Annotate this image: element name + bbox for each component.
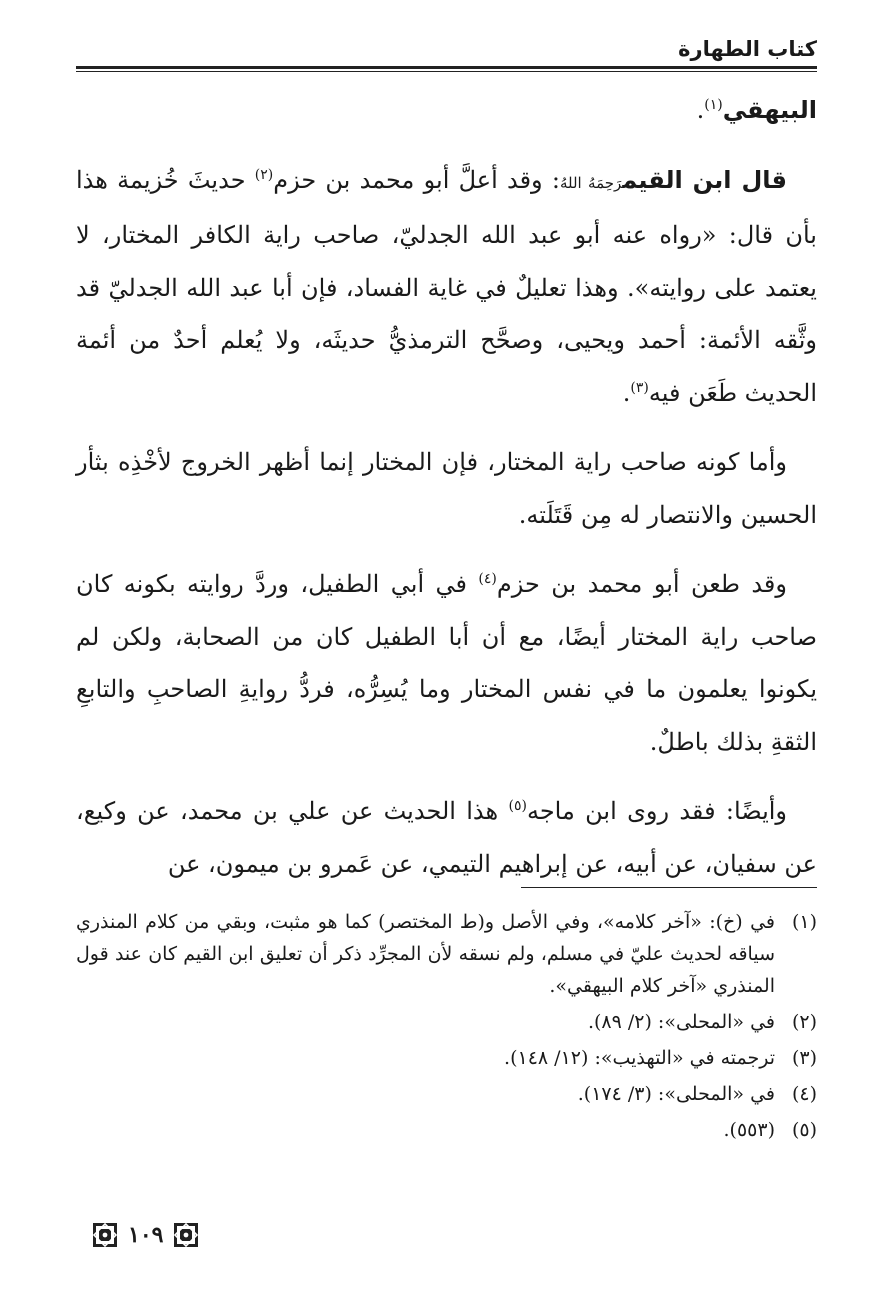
paragraph-text-part1: وأيضًا: فقد روى ابن ماجه — [526, 797, 788, 825]
footnote-ref-5: (٥) — [508, 798, 527, 814]
footnote-ref-1: (١) — [704, 97, 723, 113]
paragraph-ibn-qayyim — [76, 154, 817, 420]
paragraph-text-part1: وقد طعن أبو محمد بن حزم — [496, 570, 787, 598]
paragraph-text: وأما كونه صاحب راية المختار، فإن المختار إنما أظهر الخروج لأخْذِه بثأر الحسين والانتصار له مِن قَتَلَته. — [76, 448, 817, 529]
paragraph-ibn-majah — [76, 785, 817, 890]
main-text — [76, 84, 817, 890]
paragraph-text-part2: في أبي الطفيل، وردَّ روايته بكونه كان صاحب راية المختار أيضًا، مع أن أبا الطفيل كان من الصحابة، ولكن لم يكونوا يعلمون ما في نفس المختار وما يُسِرُّه، فردُّ روايةِ الصاحبِ والتابعِ الثقةِ بذلك باطلٌ. — [76, 570, 817, 756]
footnote-ref-4: (٤) — [478, 571, 497, 587]
page-folio — [92, 1218, 199, 1252]
honorific-glyph: رَحِمَهُ اللهُ — [559, 173, 623, 192]
paragraph-text-part2: حديثَ خُزيمة هذا بأن قال: «رواه عنه أبو عبد الله الجدليّ، صاحب راية الكافر المختار، لا يعتمد على روايته». وهذا تعليلٌ في غاية الفساد، فإن أبا عبد الله الجدليّ قد وثَّقه الأئمة: أحمد ويحيى، وصحَّح الترمذيُّ حديثَه، ولا يُعلم أحدٌ من أئمة الحديث طَعَن فيه — [76, 165, 817, 407]
footnote — [76, 906, 817, 1002]
paragraph-continuation — [76, 84, 817, 137]
running-header — [76, 34, 817, 64]
knot-ornament-icon — [92, 1222, 118, 1248]
footnote-number: (٢) — [791, 1011, 817, 1033]
paragraph-end: . — [622, 378, 631, 407]
footnote — [76, 1114, 817, 1146]
footnote-text: في (خ): «آخر كلامه»، وفي الأصل و(ط المختصر) كما هو مثبت، وبقي من كلام المنذري سياقه لحديث عليّ في مسلم، ولم نسقه لأن المجرِّد ذكر أن تعليق ابن القيم كان عند قول المنذري «آخر كلام البيهقي». — [76, 911, 775, 997]
footnote-text: ترجمته في «التهذيب»: (١٢/ ١٤٨). — [504, 1047, 775, 1069]
header-rule-thin — [76, 71, 817, 72]
speaker-name: قال ابن القيم — [622, 165, 788, 194]
paragraph-abu-tufail — [76, 558, 817, 768]
footnotes — [76, 906, 817, 1150]
footnote — [76, 1006, 817, 1038]
footnote-number: (٥) — [791, 1119, 817, 1141]
footnote-number: (١) — [791, 911, 817, 933]
footnote-separator — [521, 887, 817, 888]
paragraph-text-part1: : وقد أعلَّ أبو محمد بن حزم — [273, 165, 560, 194]
footnote-number: (٣) — [791, 1047, 817, 1069]
footnote-number: (٤) — [791, 1083, 817, 1105]
footnote-text: في «المحلى»: (٢/ ٨٩). — [587, 1011, 775, 1033]
header-rule-thick — [76, 66, 817, 69]
paragraph-end: . — [696, 96, 705, 124]
page-number: ١٠٩ — [128, 1222, 164, 1248]
paragraph-mukhtar — [76, 436, 817, 541]
paragraph-text: البيهقي — [722, 96, 817, 124]
knot-ornament-icon — [173, 1222, 199, 1248]
chapter-title: كتاب الطهارة — [678, 37, 817, 61]
footnote-ref-2: (٢) — [254, 166, 274, 183]
footnote-text: في «المحلى»: (٣/ ١٧٤). — [577, 1083, 775, 1105]
footnote — [76, 1078, 817, 1110]
paragraph-text-part2: هذا الحديث عن علي بن محمد، عن وكيع، عن سفيان، عن أبيه، عن إبراهيم التيمي، عن عَمرو بن ميمون، عن — [76, 797, 817, 878]
footnote-ref-3: (٣) — [630, 379, 649, 396]
footnote-text: (٥٥٣). — [723, 1119, 775, 1141]
footnote — [76, 1042, 817, 1074]
